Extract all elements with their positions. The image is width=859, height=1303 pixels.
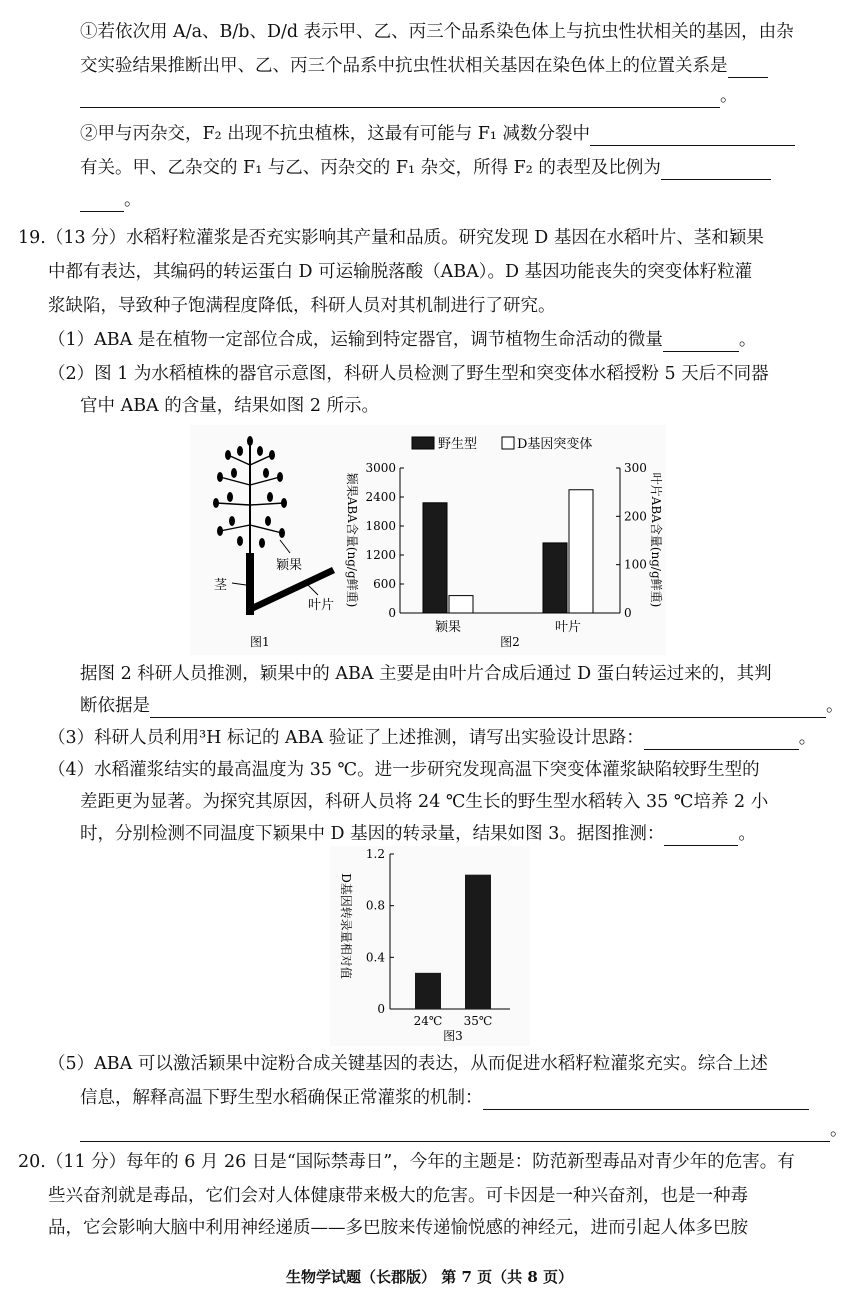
q19-part1 [48,328,756,352]
bar-0 [415,973,441,1009]
q18-part1-line2 [80,54,768,78]
right-tick-label: 200 [624,509,647,524]
period-mark: 。 [830,1120,848,1140]
q19-part2-line2: 官中 ABA 的含量，结果如图 2 所示。 [80,396,380,416]
q18-part2-line1-text: ②甲与丙杂交，F₂ 出现不抗虫植株，这最有可能与 F₁ 减数分裂中 [80,124,591,144]
answer-blank[interactable] [80,1123,830,1142]
category-label: 颖果 [434,620,462,635]
q19-part5-line1: （5）ABA 可以激活颖果中淀粉合成关键基因的表达，从而促进水稻籽粒灌浆充实。综合上述 [48,1054,768,1074]
figure-1-2 [190,425,666,655]
q19-part2-question-text: 断依据是 [80,696,150,716]
q18-part1-line1: ①若依次用 A/a、B/b、D/d 表示甲、乙、丙三个品系染色体上与抗虫性状相关的基因，由杂 [80,22,794,42]
bar-1-0 [543,543,567,613]
y-tick-label: 0.4 [365,950,385,965]
bar-0-0 [423,503,447,613]
category-label: 35℃ [463,1014,493,1028]
left-tick-label: 2400 [365,490,396,504]
bar-1 [465,875,491,1009]
answer-blank[interactable] [150,699,826,718]
q19-part5-line2-text: 信息，解释高温下野生型水稻确保正常灌浆的机制： [80,1088,483,1108]
q19-part3-text: （3）科研人员利用³H 标记的 ABA 验证了上述推测，请写出实验设计思路： [48,728,644,748]
left-tick-label: 1200 [365,548,396,562]
q19-line1: 19.（13 分）水稻籽粒灌浆是否充实影响其产量和品质。研究发现 D 基因在水稻叶片、茎和颖果 [18,228,764,248]
answer-blank[interactable] [80,89,720,108]
period-mark: 。 [738,330,757,350]
right-tick-label: 300 [624,461,647,475]
q19-part5-line2 [80,1086,809,1110]
left-tick-label: 0 [388,606,396,620]
period-mark: 。 [124,190,142,210]
left-tick-label: 1800 [365,519,396,533]
label-leaf: 叶片 [308,598,335,613]
q19-part2-line1: （2）图 1 为水稻植株的器官示意图，科研人员检测了野生型和突变体水稻授粉 5 天后不同器 [48,364,769,384]
figure-2-caption: 图2 [500,635,520,649]
label-stem: 茎 [214,578,228,593]
y-axis-title: D基因转录量相对值 [339,873,353,979]
q19-part1-text: （1）ABA 是在植物一定部位合成，运输到特定器官，调节植物生命活动的微量 [48,330,663,350]
category-label: 叶片 [554,620,582,635]
answer-blank[interactable] [80,193,124,212]
q19-part4-line3 [80,822,756,846]
bar-1-1 [569,490,593,613]
figure-1-caption: 图1 [250,635,270,649]
category-label: 24℃ [413,1014,443,1028]
q19-part5-line3 [80,1118,848,1142]
right-axis-title: 叶片ABA含量(ng/g鲜重) [649,472,663,608]
answer-blank[interactable] [590,127,795,146]
q18-part2-line2 [80,156,771,180]
q20-line1: 20.（11 分）每年的 6 月 26 日是“国际禁毒日”，今年的主题是：防范新型毒品对青少年的危害。有 [18,1152,795,1172]
answer-blank[interactable] [483,1091,809,1110]
label-grain: 颖果 [276,558,303,573]
answer-blank[interactable] [661,161,771,180]
q19-part2-question-line2 [80,694,844,718]
answer-blank[interactable] [644,731,799,750]
left-tick-label: 600 [373,577,396,591]
legend-swatch [412,437,434,449]
legend-swatch [502,437,514,449]
left-axis-title: 颖果ABA含量(ng/g鲜重) [345,472,359,608]
period-mark: 。 [738,824,756,844]
bar-0-1 [449,596,473,613]
period-mark: 。 [720,86,738,106]
right-tick-label: 0 [624,606,632,620]
q18-part1-line3 [80,84,738,108]
figure-3-caption: 图3 [443,1029,463,1043]
q19-part2-question-line1: 据图 2 科研人员推测，颖果中的 ABA 主要是由叶片合成后通过 D 蛋白转运过来的，其判 [80,664,772,684]
period-mark: 。 [798,728,817,748]
answer-blank[interactable] [728,59,768,78]
q20-line3: 品，它会影响大脑中利用神经递质——多巴胺来传递愉悦感的神经元，进而引起人体多巴胺 [48,1218,748,1238]
right-tick-label: 100 [624,557,647,572]
page-footer: 生物学试题（长郡版） 第 7 页（共 8 页） [286,1268,573,1286]
q18-part2-line2-text: 有关。甲、乙杂交的 F₁ 与乙、丙杂交的 F₁ 杂交，所得 F₂ 的表型及比例为 [80,158,661,178]
legend-label: D基因突变体 [517,437,593,452]
period-mark: 。 [826,696,844,716]
q18-part2-line3 [80,188,142,212]
q19-line3: 浆缺陷，导致种子饱满程度降低，科研人员对其机制进行了研究。 [48,296,556,316]
answer-blank[interactable] [664,827,738,846]
legend-label: 野生型 [438,437,478,452]
y-tick-label: 1.2 [365,847,385,861]
q19-line2: 中都有表达，其编码的转运蛋白 D 可运输脱落酸（ABA）。D 基因功能丧失的突变体籽粒灌 [48,262,753,282]
answer-blank[interactable] [663,333,739,352]
q18-part2-line1 [80,122,795,146]
y-tick-label: 0.8 [365,898,385,913]
y-tick-label: 0 [377,1002,385,1016]
left-tick-label: 3000 [365,461,396,475]
q19-part4-line2: 差距更为显著。为探究其原因，科研人员将 24 ℃生长的野生型水稻转入 35 ℃培养 2 小 [80,792,769,812]
q19-part3 [48,726,816,750]
q19-part4-line3-text: 时，分别检测不同温度下颖果中 D 基因的转录量，结果如图 3。据图推测： [80,824,665,844]
q18-part1-line2-text: 交实验结果推断出甲、乙、丙三个品系中抗虫性状相关基因在染色体上的位置关系是 [80,56,728,76]
figure-3 [330,846,530,1046]
q20-line2: 些兴奋剂就是毒品，它们会对人体健康带来极大的危害。可卡因是一种兴奋剂，也是一种毒 [48,1186,748,1206]
q19-part4-line1: （4）水稻灌浆结实的最高温度为 35 ℃。进一步研究发现高温下突变体灌浆缺陷较野生型的 [48,760,760,780]
